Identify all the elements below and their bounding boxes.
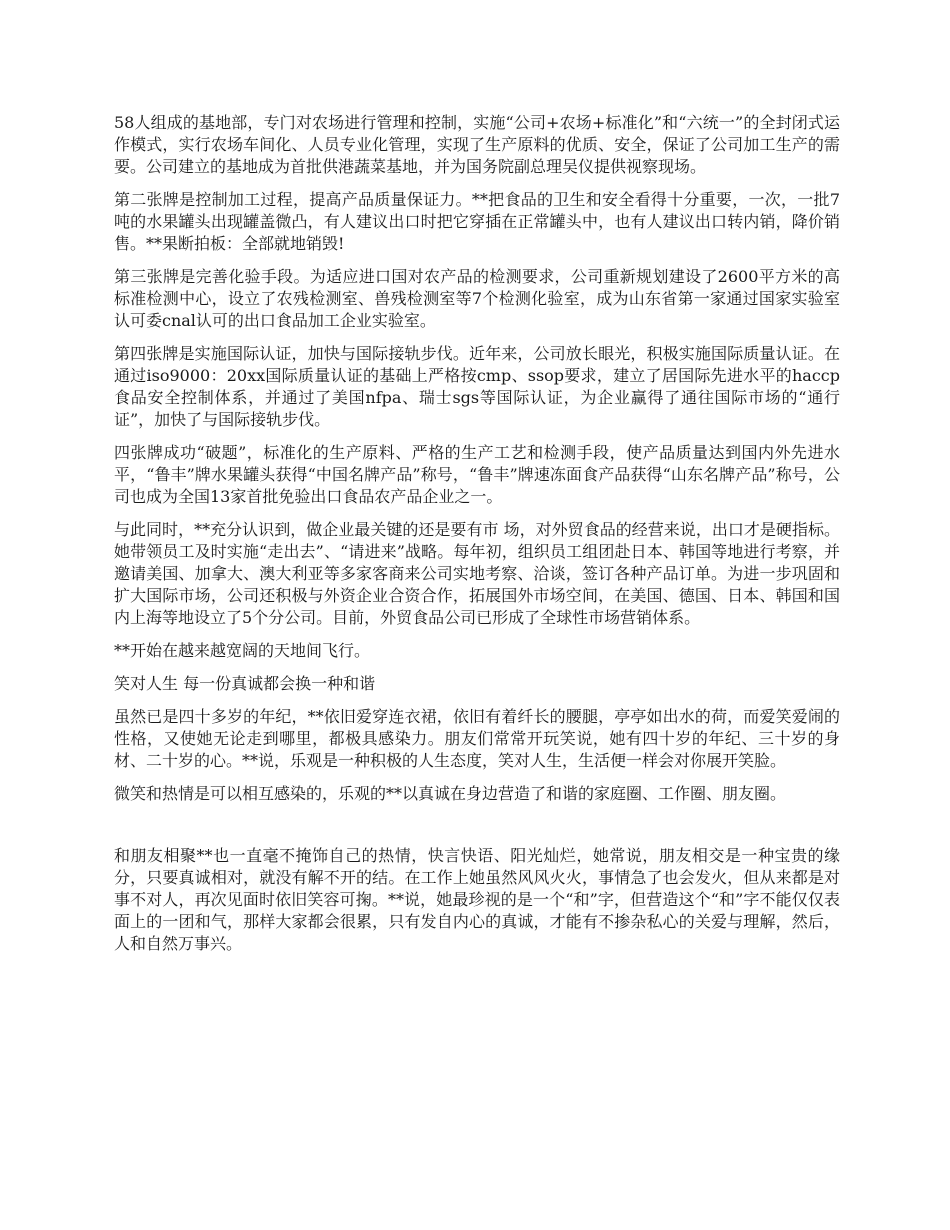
paragraph-friends: 和朋友相聚**也一直毫不掩饰自己的热情，快言快语、阳光灿烂，她常说，朋友相交是一种宝贵的缘分，只要真诚相对，就没有解不开的结。在工作上她虽然风风火火，事情急了也会发火，但从来都是对事不对人，再次见面时依旧笑容可掬。**说，她最珍视的是一个“和”字，但营造这个“和”字不能仅仅表面上的一团和气，那样大家都会很累，只有发自内心的真诚，才能有不掺杂私心的关爱与理解，然后，人和自然万事兴。 bbox=[114, 846, 840, 953]
paragraph-four-cards-success: 四张牌成功“破题”，标准化的生产原料、严格的生产工艺和检测手段，使产品质量达到国内外先进水平，“鲁丰”牌水果罐头获得“中国名牌产品”称号，“鲁丰”牌速冻面食产品获得“山东名牌产品”称号，公司也成为全国13家首批免验出口食品农产品企业之一。 bbox=[114, 443, 840, 506]
paragraph-fourth-card: 第四张牌是实施国际认证，加快与国际接轨步伐。近年来，公司放长眼光，积极实施国际质量认证。在通过iso9000：20xx国际质量认证的基础上严格按cmp、ssop要求，建立了居国际先进水平的haccp食品安全控制体系，并通过了美国nfpa、瑞士sgs等国际认证，为企业赢得了通往国际市场的“通行证”，加快了与国际接轨步伐。 bbox=[114, 344, 840, 429]
section-heading: 笑对人生 每一份真诚都会换一种和谐 bbox=[114, 674, 376, 693]
paragraph-optimism: 虽然已是四十多岁的年纪，**依旧爱穿连衣裙，依旧有着纤长的腰腿，亭亭如出水的荷，而爱笑爱闹的性格，又使她无论走到哪里，都极具感染力。朋友们常常开玩笑说，她有四十岁的年纪、三十岁的身材、二十岁的心。**说，乐观是一种积极的人生态度，笑对人生，生活便一样会对你展开笑脸。 bbox=[114, 707, 840, 770]
paragraph-market-strategy: 与此同时，**充分认识到，做企业最关键的还是要有市 场，对外贸食品的经营来说，出口才是硬指标。她带领员工及时实施“走出去”、“请进来”战略。每年初，组织员工组团赴日本、韩国等地进行考察，并邀请美国、加拿大、澳大利亚等多家客商来公司实地考察、洽谈，签订各种产品订单。为进一步巩固和扩大国际市场，公司还积极与外资企业合资合作，拓展国外市场空间，在美国、德国、日本、韩国和国内上海等地设立了5个分公司。目前，外贸食品公司已形成了全球性市场营销体系。 bbox=[114, 520, 840, 627]
paragraph-spacer bbox=[114, 816, 840, 845]
paragraph-base-management: 58人组成的基地部，专门对农场进行管理和控制，实施“公司+农场+标准化”和“六统一”的全封闭式运作模式，实行农场车间化、人员专业化管理，实现了生产原料的优质、安全，保证了公司加工生产的需要。公司建立的基地成为首批供港蔬菜基地，并为国务院副总理吴仪提供视察现场。 bbox=[114, 113, 840, 176]
paragraph-third-card: 第三张牌是完善化验手段。为适应进口国对农产品的检测要求，公司重新规划建设了2600平方米的高标准检测中心，设立了农残检测室、兽残检测室等7个检测化验室，成为山东省第一家通过国家实验室认可委cnal认可的出口食品加工企业实验室。 bbox=[114, 267, 840, 330]
document-page bbox=[114, 112, 840, 966]
paragraph-smile-warmth: 微笑和热情是可以相互感染的，乐观的**以真诚在身边营造了和谐的家庭圈、工作圈、朋友圈。 bbox=[114, 784, 787, 803]
paragraph-second-card: 第二张牌是控制加工过程，提高产品质量保证力。**把食品的卫生和安全看得十分重要，一次，一批7吨的水果罐头出现罐盖微凸，有人建议出口时把它穿插在正常罐头中，也有人建议出口转内销，降价销售。**果断拍板：全部就地销毁! bbox=[114, 190, 840, 253]
paragraph-flying: **开始在越来越宽阔的天地间飞行。 bbox=[114, 641, 371, 660]
